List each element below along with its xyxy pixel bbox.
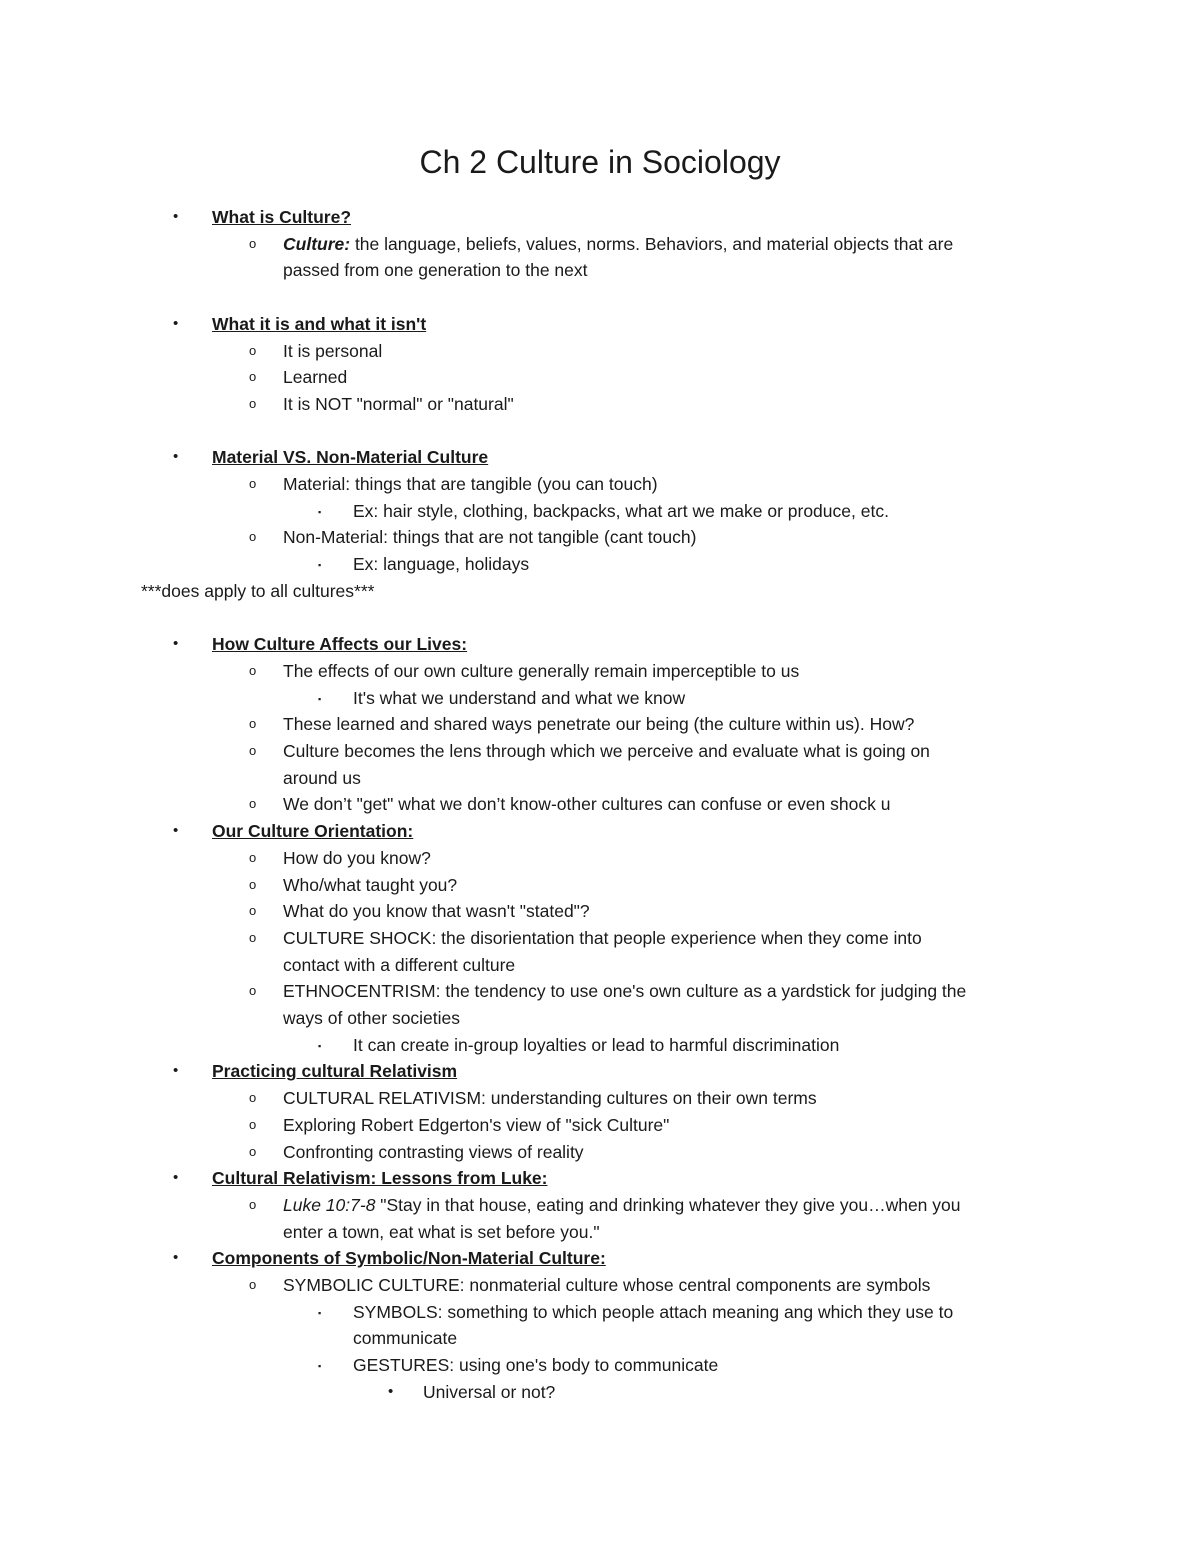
bullet-icon: • <box>173 635 179 653</box>
item-text: It can create in-group loyalties or lead to harmful discrimination <box>353 1034 840 1055</box>
list-item <box>0 1272 1200 1299</box>
circle-bullet-icon: o <box>249 1277 257 1293</box>
list-item <box>0 1139 1200 1166</box>
list-item <box>0 738 1200 765</box>
item-text: SYMBOLS: something to which people attach meaning ang which they use to <box>353 1301 954 1322</box>
list-item-continuation <box>0 1219 1200 1246</box>
list-item <box>0 1379 1200 1406</box>
square-bullet-icon: ▪ <box>318 560 322 571</box>
list-item <box>0 1352 1200 1379</box>
circle-bullet-icon: o <box>249 929 257 945</box>
term: Culture: <box>283 233 351 254</box>
list-item <box>0 551 1200 578</box>
definition-text: the language, beliefs, values, norms. Behaviors, and material objects that are <box>350 233 954 254</box>
section-heading: What it is and what it isn't <box>212 313 427 334</box>
list-item <box>0 1058 1200 1085</box>
list-item <box>0 658 1200 685</box>
circle-bullet-icon: o <box>249 395 257 411</box>
scripture-reference: Luke 10:7-8 <box>283 1194 376 1215</box>
item-text: What do you know that wasn't "stated"? <box>283 901 590 922</box>
item-text: Culture becomes the lens through which we perceive and evaluate what is going on <box>283 741 930 762</box>
item-text: Confronting contrasting views of reality <box>283 1141 584 1162</box>
list-item <box>0 1112 1200 1139</box>
circle-bullet-icon: o <box>249 1143 257 1159</box>
list-item <box>0 364 1200 391</box>
page-title: Ch 2 Culture in Sociology <box>419 144 781 180</box>
item-text: Who/what taught you? <box>283 874 458 895</box>
list-item <box>0 391 1200 418</box>
list-item <box>0 1085 1200 1112</box>
item-text: It is personal <box>283 340 383 361</box>
definition-text: passed from one generation to the next <box>283 260 588 281</box>
bullet-icon: • <box>173 1169 179 1187</box>
list-item <box>0 471 1200 498</box>
bullet-icon: • <box>173 1062 179 1080</box>
circle-bullet-icon: o <box>249 1090 257 1106</box>
item-text: The effects of our own culture generally remain imperceptible to us <box>283 660 800 681</box>
note-text: ***does apply to all cultures*** <box>141 580 375 601</box>
quote-text: enter a town, eat what is set before you." <box>283 1221 600 1242</box>
bullet-icon: • <box>173 1249 179 1267</box>
circle-bullet-icon: o <box>249 876 257 892</box>
section-heading: Our Culture Orientation: <box>212 821 414 842</box>
list-item <box>0 925 1200 952</box>
list-item <box>0 338 1200 365</box>
list-item <box>0 204 1200 231</box>
circle-bullet-icon: o <box>249 983 257 999</box>
circle-bullet-icon: o <box>249 716 257 732</box>
item-text: Ex: language, holidays <box>353 554 530 575</box>
item-text: around us <box>283 767 361 788</box>
list-item <box>0 1192 1200 1219</box>
list-item-continuation <box>0 1325 1200 1352</box>
circle-bullet-icon: o <box>249 1116 257 1132</box>
item-text: SYMBOLIC CULTURE: nonmaterial culture whose central components are symbols <box>283 1275 931 1296</box>
circle-bullet-icon: o <box>249 796 257 812</box>
item-text: It's what we understand and what we know <box>353 687 686 708</box>
item-text: How do you know? <box>283 847 431 868</box>
item-text: We don’t "get" what we don’t know-other cultures can confuse or even shock u <box>283 794 891 815</box>
list-item <box>0 685 1200 712</box>
item-text: It is NOT "normal" or "natural" <box>283 393 514 414</box>
list-item <box>0 498 1200 525</box>
item-text: ETHNOCENTRISM: the tendency to use one's own culture as a yardstick for judging the <box>283 981 967 1002</box>
list-item <box>0 444 1200 471</box>
list-item <box>0 1245 1200 1272</box>
list-item-continuation <box>0 952 1200 979</box>
section-heading: Practicing cultural Relativism <box>212 1061 458 1082</box>
item-text: CULTURAL RELATIVISM: understanding cultures on their own terms <box>283 1088 817 1109</box>
section-heading: Material VS. Non-Material Culture <box>212 447 489 468</box>
item-text: Learned <box>283 367 348 388</box>
square-bullet-icon: ▪ <box>318 1307 322 1318</box>
square-bullet-icon: ▪ <box>318 506 322 517</box>
circle-bullet-icon: o <box>249 1196 257 1212</box>
list-item <box>0 631 1200 658</box>
square-bullet-icon: ▪ <box>318 1361 322 1372</box>
item-text: Non-Material: things that are not tangible (cant touch) <box>283 527 697 548</box>
item-text: CULTURE SHOCK: the disorientation that people experience when they come into <box>283 927 922 948</box>
item-text: Universal or not? <box>423 1381 556 1402</box>
list-item <box>0 231 1200 258</box>
item-text: Material: things that are tangible (you can touch) <box>283 474 658 494</box>
circle-bullet-icon: o <box>249 849 257 865</box>
circle-bullet-icon: o <box>249 529 257 545</box>
section-heading: How Culture Affects our Lives: <box>212 634 468 655</box>
section-heading: Components of Symbolic/Non-Material Culture: <box>212 1248 606 1269</box>
list-item-continuation <box>0 1005 1200 1032</box>
circle-bullet-icon: o <box>249 743 257 759</box>
circle-bullet-icon: o <box>249 903 257 919</box>
notes-outline <box>0 204 1200 1406</box>
item-text: communicate <box>353 1328 458 1349</box>
list-item <box>0 711 1200 738</box>
list-item <box>0 524 1200 551</box>
bullet-icon: • <box>173 448 179 466</box>
list-item-continuation <box>0 765 1200 792</box>
square-bullet-icon: ▪ <box>318 693 322 704</box>
item-text: ways of other societies <box>283 1008 461 1029</box>
item-text: Exploring Robert Edgerton's view of "sick Culture" <box>283 1114 670 1135</box>
quote-text: "Stay in that house, eating and drinking whatever they give you…when you <box>375 1194 961 1215</box>
item-text: Ex: hair style, clothing, backpacks, what art we make or produce, etc. <box>353 500 889 521</box>
bullet-icon: • <box>173 314 179 332</box>
list-item <box>0 791 1200 818</box>
bullet-icon: • <box>388 1382 394 1400</box>
list-item <box>0 1165 1200 1192</box>
item-text: GESTURES: using one's body to communicate <box>353 1355 719 1376</box>
bullet-icon: • <box>173 208 179 225</box>
circle-bullet-icon: o <box>249 476 257 491</box>
list-item <box>0 872 1200 899</box>
circle-bullet-icon: o <box>249 235 257 251</box>
section-heading: Cultural Relativism: Lessons from Luke: <box>212 1168 548 1189</box>
list-item-continuation <box>0 257 1200 284</box>
list-item <box>0 311 1200 338</box>
list-item <box>0 1299 1200 1326</box>
list-item <box>0 898 1200 925</box>
list-item <box>0 1032 1200 1059</box>
circle-bullet-icon: o <box>249 662 257 678</box>
list-item <box>0 818 1200 845</box>
item-text: contact with a different culture <box>283 954 516 975</box>
circle-bullet-icon: o <box>249 342 257 358</box>
list-item <box>0 978 1200 1005</box>
section-heading: What is Culture? <box>212 207 352 227</box>
bullet-icon: • <box>173 822 179 840</box>
square-bullet-icon: ▪ <box>318 1040 322 1051</box>
item-text: These learned and shared ways penetrate our being (the culture within us). How? <box>283 714 915 735</box>
circle-bullet-icon: o <box>249 369 257 385</box>
list-item <box>0 845 1200 872</box>
